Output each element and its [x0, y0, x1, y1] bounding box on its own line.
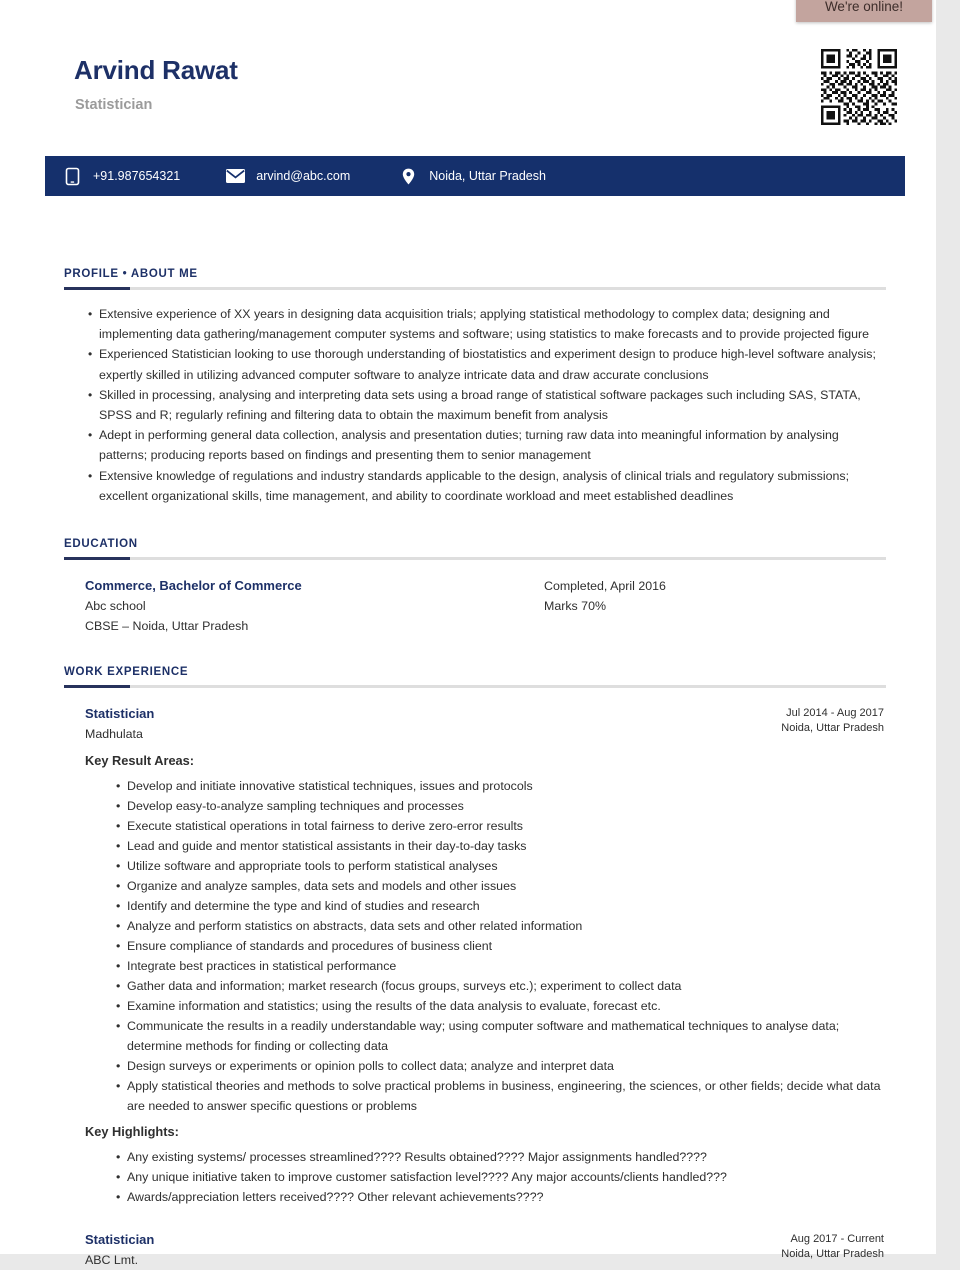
list-item: • Examine information and statistics; using the results of the data analysis to evaluate, forecast etc. [116, 996, 884, 1016]
work-location: Noida, Uttar Pradesh [781, 722, 884, 735]
work-job-title: Statistician [85, 1232, 155, 1248]
list-item: • Communicate the results in a readily understandable way; using computer software and mathematical techniques to analyse data; determine methods for finding or collecting data [116, 1016, 884, 1056]
chat-widget[interactable] [796, 0, 932, 22]
resume-body [0, 196, 948, 1270]
list-item: • Identify and determine the type and kind of studies and research [116, 896, 884, 916]
list-item: • Design surveys or experiments or opinion polls to collect data; analyze and interpret data [116, 1056, 884, 1076]
envelope-icon [225, 166, 245, 186]
page-right-edge [936, 0, 948, 1254]
chat-widget-label: We're online! [824, 0, 904, 14]
work-entry-right [781, 1230, 884, 1270]
resume-header [0, 0, 948, 150]
list-item: • Adept in performing general data collection, analysis and presentation duties; turning raw data into meaningful information by analysing patterns; producing reports based on findings and presenting them to senior management [86, 425, 884, 465]
key-result-areas-heading: Key Result Areas: [85, 753, 195, 769]
contact-location [398, 166, 546, 186]
education-board: CBSE – Noida, Uttar Pradesh [85, 619, 249, 634]
list-item: • Skilled in processing, analysing and interpreting data sets using a broad range of statistical software packages such including SAS, STATA, SPSS and R; regularly refining and filtering data to obtain the maximum benefit from analysis [86, 385, 884, 425]
location-pin-icon [398, 166, 418, 186]
page-title: Arvind Rawat [74, 55, 238, 85]
section-title-profile: PROFILE • ABOUT ME [64, 268, 198, 280]
phone-icon [62, 166, 82, 186]
list-item: • Extensive experience of XX years in designing data acquisition trials; applying statistical methodology to complex data; designing and implementing data gathering/management computer systems and software; using statistics to make forecasts and to provide projected figure [86, 304, 884, 344]
work-entry-left [85, 704, 781, 744]
list-item: • Integrate best practices in statistical performance [116, 956, 884, 976]
work-job-title: Statistician [85, 706, 155, 722]
list-item: • Develop and initiate innovative statistical techniques, issues and protocols [116, 776, 884, 796]
section-work-experience [0, 636, 948, 1270]
list-item: • Experienced Statistician looking to use thorough understanding of biostatistics and experiment design to produce high-level software analysis; expertly skilled in utilizing advanced computer software to analyze intricate data and draw accurate conclusions [86, 344, 884, 384]
key-highlights-list [64, 1147, 884, 1207]
contact-email-text: arvind@abc.com [256, 169, 351, 183]
contact-bar [45, 156, 905, 196]
list-item: • Awards/appreciation letters received???? Other relevant achievements???? [116, 1187, 884, 1207]
education-school: Abc school [85, 599, 146, 614]
profile-bullet-list [64, 304, 884, 506]
key-result-areas-list [64, 776, 884, 1116]
contact-phone-text: +91.987654321 [93, 169, 181, 183]
list-item: • Execute statistical operations in total fairness to derive zero-error results [116, 816, 884, 836]
list-item: • Ensure compliance of standards and procedures of business client [116, 936, 884, 956]
work-dates: Aug 2017 - Current [790, 1233, 884, 1246]
work-location: Noida, Uttar Pradesh [781, 1248, 884, 1261]
qr-code-icon [818, 46, 900, 128]
section-profile [0, 196, 948, 506]
work-dates: Jul 2014 - Aug 2017 [786, 707, 884, 720]
list-item: • Gather data and information; market research (focus groups, surveys etc.); experiment to collect data [116, 976, 884, 996]
education-completed: Completed, April 2016 [544, 579, 666, 594]
contact-email[interactable] [225, 166, 350, 186]
section-divider [64, 557, 886, 560]
work-entry-right [781, 704, 884, 744]
list-item: • Extensive knowledge of regulations and industry standards applicable to the design, analysis of clinical trials and regulatory submissions; excellent organizational skills, time management, and ability to coordinate workload and meet established deadlines [86, 466, 884, 506]
education-entry-left [64, 576, 544, 636]
list-item: • Any unique initiative taken to improve customer satisfaction level???? Any major accounts/clients handled??? [116, 1167, 884, 1187]
work-entry [64, 704, 884, 744]
section-divider [64, 287, 886, 290]
work-company: ABC Lmt. [85, 1253, 139, 1268]
job-role-subtitle: Statistician [75, 97, 153, 113]
section-divider [64, 685, 886, 688]
list-item: • Any existing systems/ processes streamlined???? Results obtained???? Major assignments handled???? [116, 1147, 884, 1167]
list-item: • Lead and guide and mentor statistical assistants in their day-to-day tasks [116, 836, 884, 856]
work-company: Madhulata [85, 727, 143, 742]
list-item: • Apply statistical theories and methods to solve practical problems in business, engineering, the sciences, or other fields; decide what data are needed to answer specific questions or problems [116, 1076, 884, 1116]
work-entry [64, 1230, 884, 1270]
list-item: • Analyze and perform statistics on abstracts, data sets and other related information [116, 916, 884, 936]
section-education [0, 506, 948, 636]
contact-location-text: Noida, Uttar Pradesh [429, 169, 546, 183]
section-title-education: EDUCATION [64, 538, 138, 551]
contact-phone[interactable] [62, 166, 180, 186]
key-highlights-heading: Key Highlights: [85, 1124, 179, 1140]
list-item: • Utilize software and appropriate tools to perform statistical analyses [116, 856, 884, 876]
list-item: • Organize and analyze samples, data sets and models and other issues [116, 876, 884, 896]
education-entry [64, 576, 884, 636]
education-degree: Commerce, Bachelor of Commerce [85, 578, 302, 594]
work-entry-left [85, 1230, 781, 1270]
list-item: • Develop easy-to-analyze sampling techniques and processes [116, 796, 884, 816]
section-title-work: WORK EXPERIENCE [64, 666, 189, 679]
education-entry-right [544, 576, 884, 636]
education-marks: Marks 70% [544, 599, 606, 614]
